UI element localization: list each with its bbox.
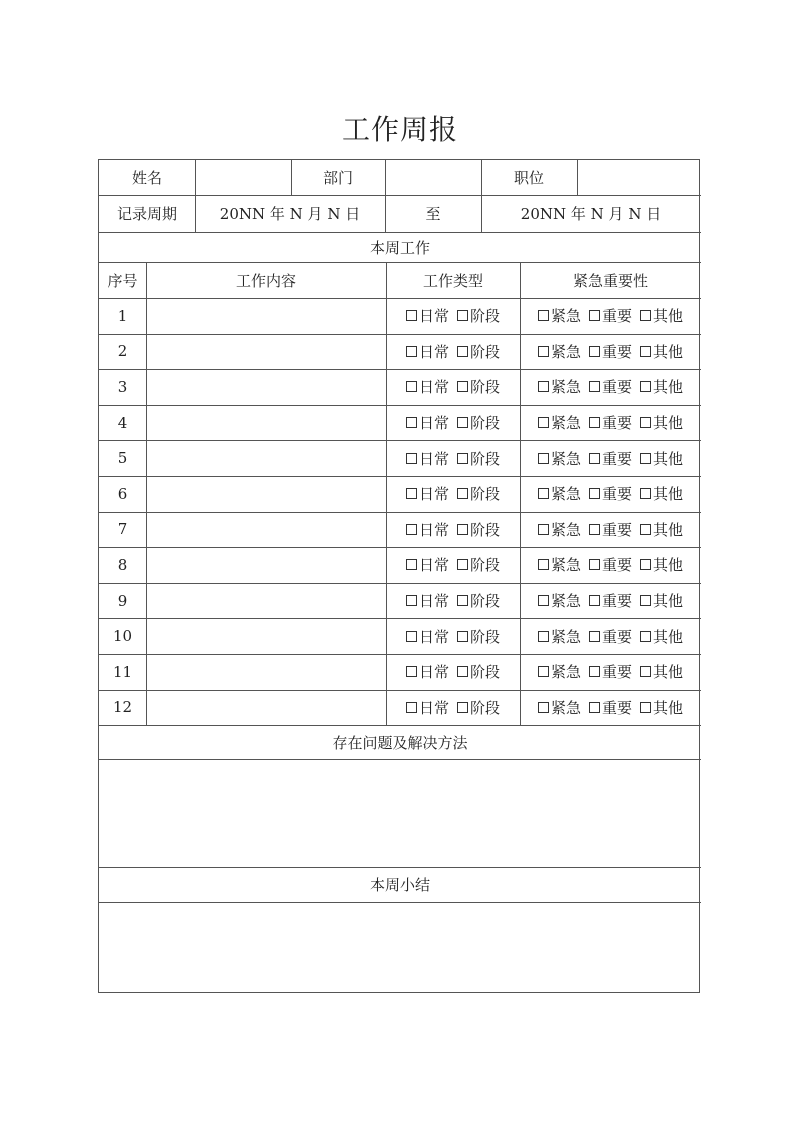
checkbox-label: 阶段 (470, 378, 501, 397)
checkbox-icon (538, 666, 549, 677)
priority-checkbox[interactable] (589, 483, 632, 504)
priority-checkbox[interactable] (589, 412, 632, 433)
work-type-options (386, 618, 520, 654)
work-type-checkbox[interactable] (406, 376, 449, 397)
work-content-field[interactable] (146, 369, 386, 405)
checkbox-icon (589, 524, 600, 535)
col-header-no: 序号 (107, 271, 138, 290)
checkbox-icon (640, 559, 651, 570)
work-type-checkbox[interactable] (457, 554, 500, 575)
work-type-checkbox[interactable] (457, 661, 500, 682)
checkbox-label: 日常 (418, 520, 449, 539)
checkbox-icon (538, 524, 549, 535)
checkbox-icon (406, 595, 417, 606)
checkbox-icon (457, 488, 468, 499)
checkbox-label: 其他 (653, 307, 684, 326)
checkbox-icon (589, 346, 600, 357)
checkbox-label: 日常 (418, 342, 449, 361)
checkbox-icon (640, 631, 651, 642)
checkbox-label: 阶段 (470, 663, 501, 682)
position-label: 职位 (513, 169, 544, 187)
page-title: 工作周报 (341, 113, 458, 146)
work-content-field[interactable] (146, 654, 386, 690)
checkbox-label: 日常 (418, 378, 449, 397)
work-type-options (386, 512, 520, 548)
checkbox-label: 紧急 (550, 449, 581, 468)
divider (386, 262, 387, 725)
checkbox-label: 重要 (601, 627, 632, 646)
checkbox-label: 紧急 (550, 627, 581, 646)
checkbox-label: 阶段 (470, 592, 501, 611)
priority-checkbox[interactable] (538, 341, 581, 362)
priority-checkbox[interactable] (589, 554, 632, 575)
checkbox-label: 阶段 (470, 414, 501, 433)
checkbox-label: 阶段 (470, 307, 501, 326)
checkbox-label: 日常 (418, 663, 449, 682)
checkbox-icon (457, 453, 468, 464)
checkbox-icon (589, 310, 600, 321)
checkbox-label: 其他 (653, 627, 684, 646)
work-type-checkbox[interactable] (457, 376, 500, 397)
checkbox-label: 日常 (418, 307, 449, 326)
row-number: 10 (112, 627, 133, 646)
checkbox-icon (640, 666, 651, 677)
priority-checkbox[interactable] (589, 519, 632, 540)
checkbox-label: 阶段 (470, 627, 501, 646)
divider (99, 867, 701, 868)
work-content-field[interactable] (146, 334, 386, 370)
department-label: 部门 (322, 169, 353, 187)
priority-options (520, 369, 701, 405)
work-type-options (386, 654, 520, 690)
work-type-checkbox[interactable] (406, 305, 449, 326)
checkbox-label: 日常 (418, 449, 449, 468)
divider (291, 160, 292, 195)
priority-checkbox[interactable] (538, 519, 581, 540)
checkbox-icon (640, 346, 651, 357)
priority-checkbox[interactable] (589, 626, 632, 647)
checkbox-icon (640, 595, 651, 606)
priority-checkbox[interactable] (640, 697, 683, 718)
priority-options (520, 476, 701, 512)
checkbox-icon (538, 453, 549, 464)
work-type-checkbox[interactable] (457, 305, 500, 326)
priority-checkbox[interactable] (589, 376, 632, 397)
checkbox-label: 紧急 (550, 485, 581, 504)
priority-checkbox[interactable] (589, 305, 632, 326)
priority-checkbox[interactable] (640, 661, 683, 682)
checkbox-icon (538, 310, 549, 321)
checkbox-icon (457, 702, 468, 713)
work-type-checkbox[interactable] (457, 412, 500, 433)
priority-options (520, 440, 701, 476)
checkbox-label: 紧急 (550, 698, 581, 717)
checkbox-label: 重要 (601, 520, 632, 539)
checkbox-icon (640, 702, 651, 713)
checkbox-icon (589, 488, 600, 499)
start-date-field[interactable]: 20NN 年 N 月 N 日 (219, 205, 361, 223)
work-section-title: 本周工作 (369, 238, 430, 257)
priority-checkbox[interactable] (640, 305, 683, 326)
divider (481, 160, 482, 232)
work-type-checkbox[interactable] (457, 697, 500, 718)
priority-options (520, 654, 701, 690)
work-type-options (386, 583, 520, 619)
checkbox-label: 其他 (653, 414, 684, 433)
work-content-field[interactable] (146, 440, 386, 476)
work-type-options (386, 298, 520, 334)
checkbox-icon (538, 417, 549, 428)
checkbox-label: 重要 (601, 556, 632, 575)
weekly-report-form (98, 159, 700, 993)
checkbox-label: 阶段 (470, 449, 501, 468)
priority-checkbox[interactable] (640, 626, 683, 647)
checkbox-label: 日常 (418, 414, 449, 433)
position-field[interactable] (577, 160, 701, 195)
checkbox-icon (406, 702, 417, 713)
work-type-checkbox[interactable] (406, 661, 449, 682)
priority-checkbox[interactable] (640, 554, 683, 575)
priority-checkbox[interactable] (640, 341, 683, 362)
checkbox-label: 其他 (653, 592, 684, 611)
priority-checkbox[interactable] (538, 483, 581, 504)
checkbox-icon (589, 595, 600, 606)
priority-options (520, 334, 701, 370)
priority-checkbox[interactable] (640, 448, 683, 469)
priority-checkbox[interactable] (538, 448, 581, 469)
checkbox-icon (538, 488, 549, 499)
divider (520, 262, 521, 725)
checkbox-label: 重要 (601, 592, 632, 611)
checkbox-label: 其他 (653, 520, 684, 539)
checkbox-icon (640, 310, 651, 321)
checkbox-icon (538, 631, 549, 642)
checkbox-label: 重要 (601, 485, 632, 504)
work-type-checkbox[interactable] (457, 626, 500, 647)
priority-checkbox[interactable] (538, 697, 581, 718)
work-type-checkbox[interactable] (457, 341, 500, 362)
checkbox-label: 其他 (653, 378, 684, 397)
checkbox-icon (589, 702, 600, 713)
checkbox-icon (640, 524, 651, 535)
checkbox-icon (589, 381, 600, 392)
checkbox-label: 日常 (418, 627, 449, 646)
priority-checkbox[interactable] (640, 376, 683, 397)
checkbox-label: 紧急 (550, 520, 581, 539)
checkbox-icon (589, 631, 600, 642)
work-type-options (386, 476, 520, 512)
problems-text-area[interactable] (99, 759, 701, 867)
checkbox-icon (406, 666, 417, 677)
row-number: 9 (117, 591, 128, 610)
priority-options (520, 547, 701, 583)
row-number: 11 (112, 662, 133, 681)
checkbox-label: 日常 (418, 698, 449, 717)
work-type-checkbox[interactable] (457, 590, 500, 611)
work-content-field[interactable] (146, 690, 386, 726)
priority-checkbox[interactable] (640, 483, 683, 504)
divider (577, 160, 578, 195)
checkbox-label: 重要 (601, 307, 632, 326)
checkbox-icon (589, 559, 600, 570)
work-content-field[interactable] (146, 476, 386, 512)
checkbox-label: 紧急 (550, 414, 581, 433)
priority-options (520, 298, 701, 334)
divider (195, 160, 196, 195)
work-type-checkbox[interactable] (406, 519, 449, 540)
checkbox-icon (589, 453, 600, 464)
row-number: 6 (117, 484, 128, 503)
work-type-options (386, 440, 520, 476)
col-header-content: 工作内容 (235, 271, 296, 290)
checkbox-icon (640, 417, 651, 428)
checkbox-icon (406, 559, 417, 570)
work-type-checkbox[interactable] (457, 519, 500, 540)
work-type-checkbox[interactable] (406, 412, 449, 433)
checkbox-label: 紧急 (550, 663, 581, 682)
priority-options (520, 618, 701, 654)
work-type-options (386, 405, 520, 441)
priority-checkbox[interactable] (538, 376, 581, 397)
checkbox-icon (406, 381, 417, 392)
checkbox-label: 阶段 (470, 342, 501, 361)
divider (385, 160, 386, 232)
priority-checkbox[interactable] (589, 448, 632, 469)
checkbox-label: 其他 (653, 485, 684, 504)
checkbox-icon (457, 524, 468, 535)
checkbox-icon (406, 631, 417, 642)
checkbox-icon (589, 666, 600, 677)
end-date-field[interactable]: 20NN 年 N 月 N 日 (520, 205, 662, 223)
col-header-type: 工作类型 (422, 271, 483, 290)
checkbox-icon (538, 702, 549, 713)
checkbox-icon (589, 417, 600, 428)
divider (99, 262, 701, 263)
checkbox-icon (538, 346, 549, 357)
checkbox-label: 紧急 (550, 592, 581, 611)
work-type-checkbox[interactable] (406, 341, 449, 362)
checkbox-label: 重要 (601, 378, 632, 397)
checkbox-label: 其他 (653, 342, 684, 361)
checkbox-label: 其他 (653, 663, 684, 682)
checkbox-icon (640, 453, 651, 464)
checkbox-icon (640, 381, 651, 392)
work-type-checkbox[interactable] (457, 448, 500, 469)
work-type-options (386, 690, 520, 726)
name-field[interactable] (195, 160, 291, 195)
divider (99, 195, 701, 196)
priority-checkbox[interactable] (640, 412, 683, 433)
priority-checkbox[interactable] (640, 590, 683, 611)
priority-checkbox[interactable] (538, 305, 581, 326)
col-header-priority: 紧急重要性 (572, 271, 648, 290)
checkbox-label: 其他 (653, 556, 684, 575)
checkbox-label: 重要 (601, 449, 632, 468)
checkbox-icon (538, 595, 549, 606)
priority-checkbox[interactable] (589, 661, 632, 682)
checkbox-icon (457, 666, 468, 677)
priority-options (520, 405, 701, 441)
checkbox-icon (538, 381, 549, 392)
row-number: 5 (117, 449, 128, 468)
checkbox-label: 紧急 (550, 378, 581, 397)
work-content-field[interactable] (146, 583, 386, 619)
priority-options (520, 690, 701, 726)
checkbox-label: 阶段 (470, 520, 501, 539)
divider (99, 902, 701, 903)
checkbox-icon (457, 559, 468, 570)
row-number: 1 (117, 306, 128, 325)
checkbox-label: 其他 (653, 698, 684, 717)
divider (99, 298, 701, 299)
checkbox-label: 紧急 (550, 307, 581, 326)
checkbox-icon (457, 595, 468, 606)
checkbox-icon (538, 559, 549, 570)
row-number: 12 (112, 698, 133, 717)
checkbox-icon (457, 310, 468, 321)
row-number: 7 (117, 520, 128, 539)
row-number: 4 (117, 413, 128, 432)
priority-options (520, 512, 701, 548)
work-content-field[interactable] (146, 298, 386, 334)
work-type-checkbox[interactable] (406, 697, 449, 718)
checkbox-icon (406, 488, 417, 499)
checkbox-label: 重要 (601, 663, 632, 682)
period-label: 记录周期 (116, 205, 177, 223)
checkbox-label: 阶段 (470, 698, 501, 717)
work-type-options (386, 547, 520, 583)
to-label: 至 (425, 205, 441, 223)
priority-checkbox[interactable] (589, 697, 632, 718)
priority-checkbox[interactable] (538, 661, 581, 682)
checkbox-label: 重要 (601, 342, 632, 361)
row-number: 3 (117, 377, 128, 396)
checkbox-icon (406, 453, 417, 464)
name-label: 姓名 (131, 169, 162, 187)
divider (99, 232, 701, 233)
checkbox-icon (457, 346, 468, 357)
work-type-checkbox[interactable] (406, 483, 449, 504)
priority-checkbox[interactable] (538, 590, 581, 611)
work-type-checkbox[interactable] (406, 448, 449, 469)
checkbox-label: 日常 (418, 592, 449, 611)
checkbox-icon (406, 310, 417, 321)
divider (146, 262, 147, 725)
checkbox-label: 紧急 (550, 342, 581, 361)
checkbox-icon (457, 417, 468, 428)
checkbox-icon (457, 381, 468, 392)
divider (195, 195, 196, 232)
checkbox-icon (406, 346, 417, 357)
priority-checkbox[interactable] (538, 554, 581, 575)
priority-checkbox[interactable] (538, 412, 581, 433)
priority-options (520, 583, 701, 619)
checkbox-label: 其他 (653, 449, 684, 468)
checkbox-label: 日常 (418, 485, 449, 504)
row-number: 2 (117, 342, 128, 361)
checkbox-label: 重要 (601, 414, 632, 433)
row-number: 8 (117, 555, 128, 574)
work-type-checkbox[interactable] (457, 483, 500, 504)
checkbox-label: 紧急 (550, 556, 581, 575)
checkbox-icon (406, 524, 417, 535)
checkbox-label: 阶段 (470, 485, 501, 504)
checkbox-icon (640, 488, 651, 499)
work-content-field[interactable] (146, 512, 386, 548)
work-content-field[interactable] (146, 405, 386, 441)
checkbox-icon (457, 631, 468, 642)
divider (99, 725, 701, 726)
work-type-checkbox[interactable] (406, 626, 449, 647)
work-type-checkbox[interactable] (406, 554, 449, 575)
priority-checkbox[interactable] (589, 341, 632, 362)
work-type-checkbox[interactable] (406, 590, 449, 611)
work-type-options (386, 369, 520, 405)
summary-section-title: 本周小结 (369, 876, 430, 894)
summary-text-area[interactable] (99, 902, 701, 994)
work-content-field[interactable] (146, 618, 386, 654)
divider (99, 759, 701, 760)
checkbox-label: 重要 (601, 698, 632, 717)
department-field[interactable] (385, 160, 481, 195)
work-content-field[interactable] (146, 547, 386, 583)
priority-checkbox[interactable] (640, 519, 683, 540)
priority-checkbox[interactable] (538, 626, 581, 647)
problems-section-title: 存在问题及解决方法 (332, 733, 468, 752)
priority-checkbox[interactable] (589, 590, 632, 611)
checkbox-label: 日常 (418, 556, 449, 575)
work-type-options (386, 334, 520, 370)
checkbox-label: 阶段 (470, 556, 501, 575)
checkbox-icon (406, 417, 417, 428)
